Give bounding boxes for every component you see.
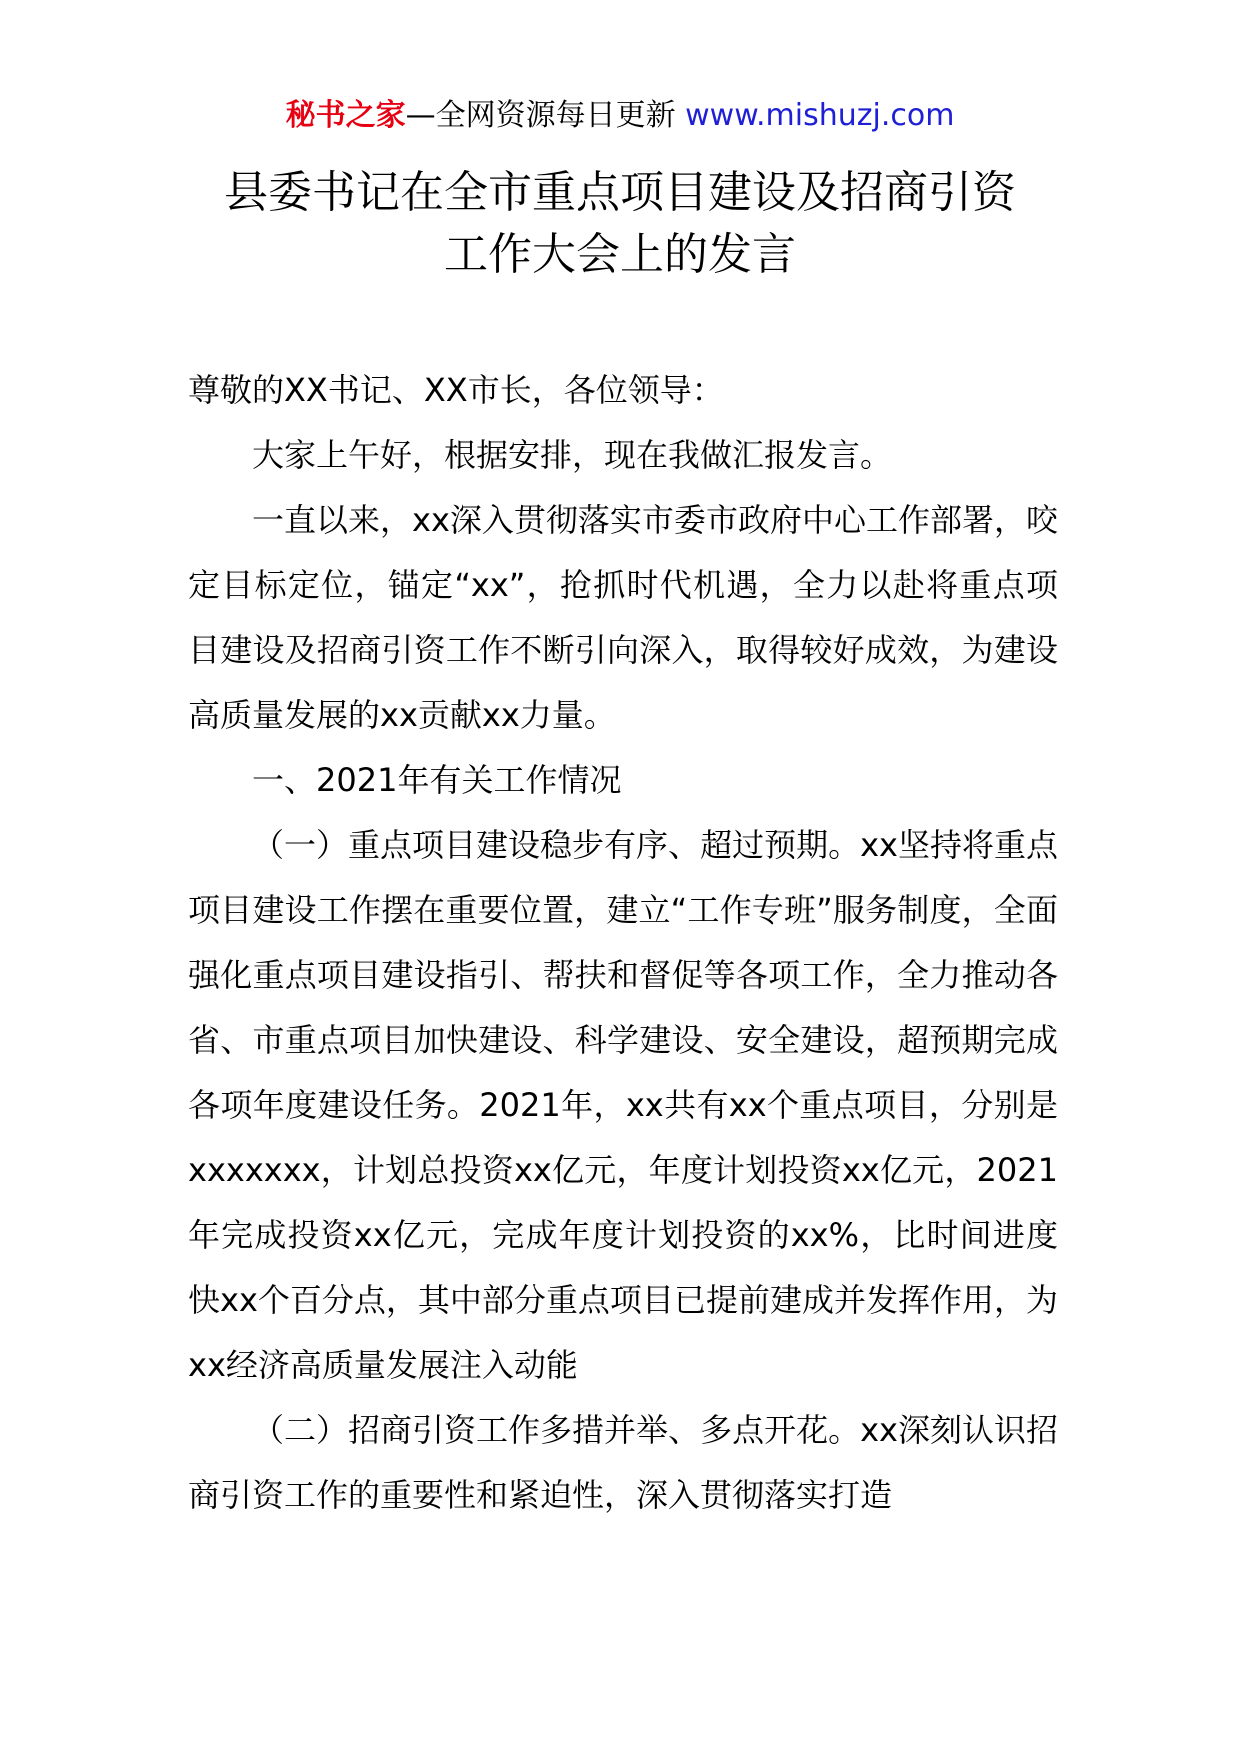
intro-paragraph: 一直以来，xx深入贯彻落实市委市政府中心工作部署，咬定目标定位，锚定“xx”，抢抓时代机遇，全力以赴将重点项目建设及招商引资工作不断引向深入，取得较好成效，为建设高质量发展的xx贡献xx力量。 <box>188 501 1058 734</box>
salutation: 尊敬的XX书记、XX市长，各位领导： <box>188 371 724 409</box>
section-heading: 一、2021年有关工作情况 <box>252 761 622 799</box>
site-brand: 秘书之家 <box>285 98 406 133</box>
site-header <box>0 96 1240 136</box>
greeting-paragraph: 大家上午好，根据安排，现在我做汇报发言。 <box>252 436 893 474</box>
document-body <box>188 358 1058 1528</box>
document-title <box>0 162 1240 286</box>
subsection-2-paragraph: （二）招商引资工作多措并举、多点开花。xx深刻认识招商引资工作的重要性和紧迫性，深入贯彻落实打造 <box>188 1411 1058 1514</box>
site-tagline: —全网资源每日更新 <box>405 98 686 133</box>
subsection-1-paragraph: （一）重点项目建设稳步有序、超过预期。xx坚持将重点项目建设工作摆在重要位置，建立“工作专班”服务制度，全面强化重点项目建设指引、帮扶和督促等各项工作，全力推动各省、市重点项目加快建设、科学建设、安全建设，超预期完成各项年度建设任务。2021年，xx共有xx个重点项目，分别是xxxxxxx，计划总投资xx亿元，年度计划投资xx亿元，2021年完成投资xx亿元，完成年度计划投资的xx%，比时间进度快xx个百分点，其中部分重点项目已提前建成并发挥作用，为xx经济高质量发展注入动能 <box>188 826 1058 1384</box>
title-line-1: 县委书记在全市重点项目建设及招商引资 <box>224 167 1016 218</box>
site-url-link[interactable]: www.mishuzj.com <box>685 98 955 133</box>
title-line-2: 工作大会上的发言 <box>444 229 796 280</box>
